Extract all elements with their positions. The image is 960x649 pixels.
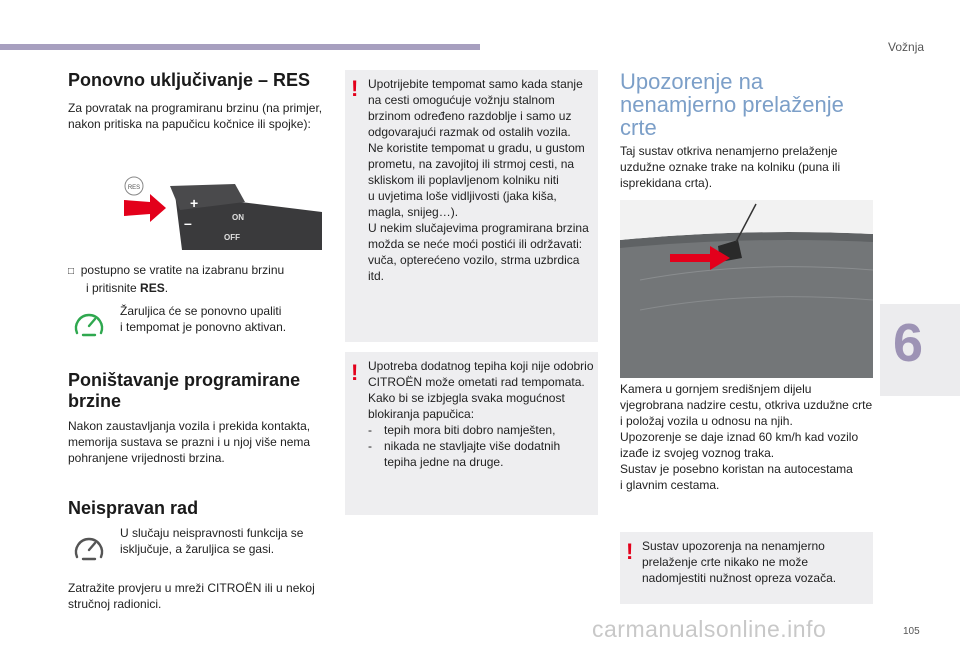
list-text: tepih mora biti dobro namješten, [384,423,556,437]
res-step-end: . [164,281,169,295]
fault-lamp-line: isključuje, a žaruljica se gasi. [120,542,275,556]
cruise-stalk-icon [120,172,322,250]
lane-desc-line: izađe iz svojeg voznog traka. [620,446,775,460]
cruise-lamp-off-icon [72,532,106,566]
cancel-line: pohranjene vrijednosti brzina. [68,451,225,465]
chapter-number: 6 [893,313,924,373]
lane-desc-line: vjegrobrana nadzire cestu, otkriva uzdužne crte [620,398,873,412]
lane-intro-line: Taj sustav otkriva nenamjerno prelaženje [620,144,838,158]
res-step-line1 [68,262,328,280]
res-step-text: postupno se vratite na izabranu brzinu [80,263,285,277]
list-item [368,438,596,470]
warning-line: U nekim slučajevima programirana brzina [368,221,589,235]
warning-line: odgovarajući razmak od ostalih vozila. [368,125,571,139]
camera-windscreen-icon [620,200,873,378]
res-lamp [72,308,106,347]
cancel-text [68,418,330,466]
warning-line: prometu, na zavojitoj ili strmoj cesti, na [368,157,575,171]
lane-desc-line: Upozorenje se daje iznad 60 km/h kad vozilo [620,430,859,444]
cruise-lamp-green-icon [72,308,106,342]
warning-exclamation-icon: ! [351,360,359,385]
res-step-text-2: i pritisnite [86,281,141,295]
list-dash: - [368,439,372,453]
lane-desc-line: i glavnim cestama. [620,478,720,492]
fault-lamp-text [120,525,330,557]
res-lamp-line: Žaruljica će se ponovno upaliti [120,304,282,318]
stalk-on-label: ON [232,213,244,222]
warning-line: Kako bi se izbjegla svaka mogućnost [368,391,565,405]
res-intro-text: Za povratak na programiranu brzinu (na primjer, nakon pritiska na papučicu kočnice ili spojke): [68,101,323,131]
stalk-plus-label: + [190,195,199,211]
warning-line: itd. [368,269,385,283]
warning-line: CITROËN može ometati rad tempomata. [368,375,585,389]
top-accent-bar [0,44,480,50]
warning-line: možda se neće moći postići ili održavati: [368,237,583,251]
bullet-icon: □ [68,266,75,277]
lane-title [620,70,844,139]
page-number: 105 [903,626,920,637]
warning-exclamation-icon: ! [626,539,634,564]
cancel-title [68,370,300,412]
list-text: tepiha jedne na druge. [384,455,504,469]
fault-text [68,580,330,612]
fault-line: Zatražite provjeru u mreži CITROËN ili u nekoj [68,581,315,595]
res-step [68,262,328,296]
stalk-res-label: RES [127,185,141,191]
lane-description [620,381,878,493]
warning-line: brzinom određeno razdoblje i samo uz [368,109,572,123]
cancel-title-line: Poništavanje programirane [68,370,301,390]
lane-intro-line: uzdužne oznake trake na kolniku (puna ili [620,160,841,174]
cancel-line: memorija sustava se prazni i u njoj više nema [68,435,311,449]
section-title: Vožnja [888,40,925,54]
warning-line: vuča, opterećeno vozilo, strma uzbrdica [368,253,580,267]
fault-lamp-line: U slučaju neispravnosti funkcija se [120,526,304,540]
lane-intro-line: isprekidana crta). [620,176,713,190]
warning-exclamation-icon: ! [351,76,359,101]
warning-line: nadomjestiti nužnost opreza vozača. [642,571,837,585]
res-intro [68,100,328,132]
stalk-illustration [120,172,322,250]
lane-title-line: nenamjerno prelaženje [620,92,844,117]
lane-title-line: Upozorenje na [620,69,764,94]
warning-line: Sustav upozorenja na nenamjerno [642,539,825,553]
stalk-minus-label: – [184,215,192,231]
warning-line: Upotrijebite tempomat samo kada stanje [368,77,583,91]
lane-intro [620,143,875,191]
cancel-line: Nakon zaustavljanja vozila i prekida kontakta, [68,419,311,433]
warning-line: Upotreba dodatnog tepiha koji nije odobrio [368,359,594,373]
stalk-off-label: OFF [224,233,240,242]
fault-line: stručnoj radionici. [68,597,162,611]
warning-line: magla, snijeg…). [368,205,459,219]
warning-line: blokiranja papučica: [368,407,475,421]
list-dash: - [368,423,372,437]
list-item [368,422,596,438]
res-lamp-text [120,303,330,335]
lane-desc-line: Kamera u gornjem središnjem dijelu [620,382,812,396]
res-step-bold: RES [140,281,165,295]
cancel-title-line: brzine [68,391,122,411]
warning-line: Ne koristite tempomat u gradu, u gustom [368,141,585,155]
warning-cruise-text [368,76,596,284]
lane-title-line: crte [620,115,657,140]
res-step-line2 [68,280,328,296]
lane-desc-line: i položaj vozila u odnosu na njih. [620,414,793,428]
lane-desc-line: Sustav je posebno koristan na autocestama [620,462,853,476]
warning-lane-text [642,538,870,586]
warning-line: skliskom ili poplavljenom kolniku niti [368,173,559,187]
warning-line: u uvjetima loše vidljivosti (jaka kiša, [368,189,557,203]
warning-line: prelaženje crte nikako ne može [642,555,809,569]
fault-lamp [72,532,106,571]
windscreen-camera-illustration [620,200,873,378]
fault-title: Neispravan rad [68,498,199,518]
res-lamp-line: i tempomat je ponovno aktivan. [120,320,287,334]
list-text: nikada ne stavljajte više dodatnih [384,439,561,453]
res-title: Ponovno uključivanje – RES [68,70,311,90]
warning-mat-text [368,358,596,470]
warning-line: na cesti omogućuje vožnju stalnom [368,93,555,107]
watermark: carmanualsonline.info [592,616,827,642]
